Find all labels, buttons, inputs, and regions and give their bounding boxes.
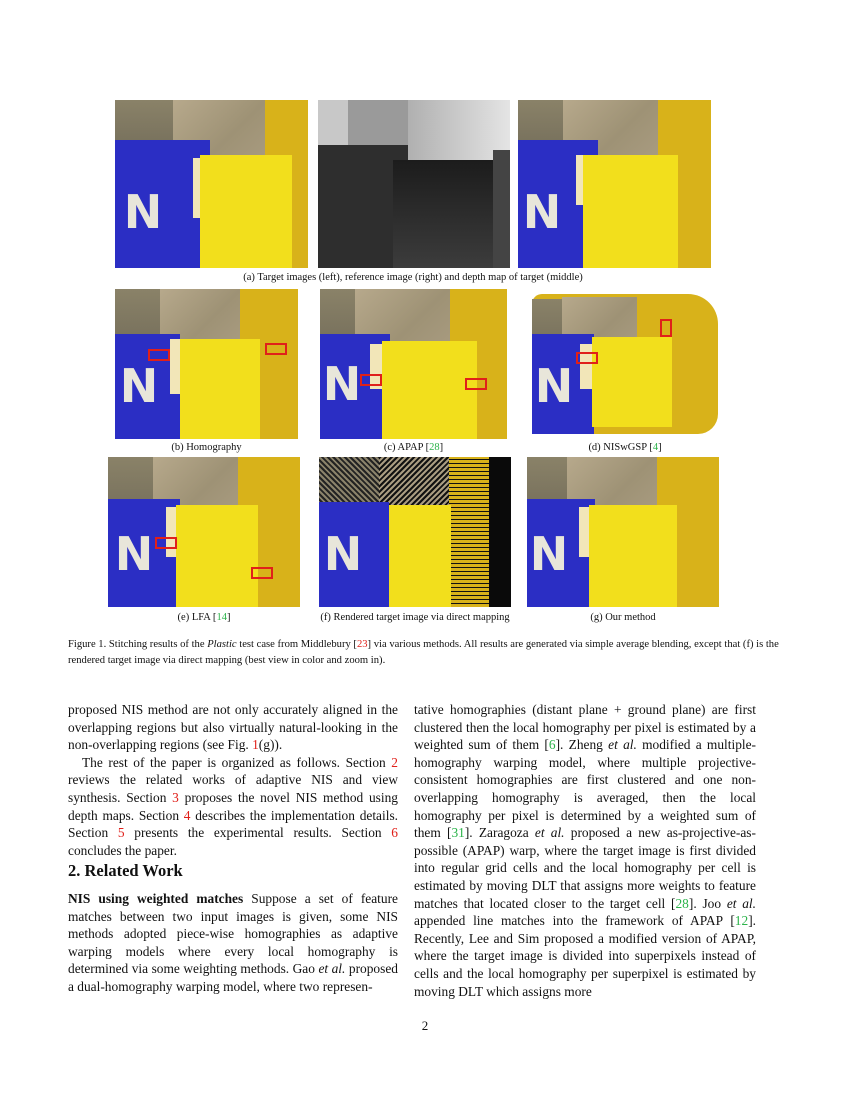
- image-lfa: N: [108, 457, 300, 607]
- section-heading: 2. Related Work: [68, 861, 183, 880]
- citation-link[interactable]: 23: [356, 639, 368, 650]
- paragraph: NIS using weighted matches Suppose a set of feature matches between two input images is given, some NIS methods adopted piece-wise homographies as adaptive warping models where every local homography is determined via some weighting methods. Gao et al. proposed a dual-homography warping model, where two represen-: [68, 891, 398, 994]
- image-rendered-target: N: [319, 457, 511, 607]
- section-link[interactable]: 6: [391, 825, 398, 841]
- section-link[interactable]: 5: [117, 825, 125, 841]
- arrow-icon: [265, 343, 287, 355]
- paragraph: proposed NIS method are not only accurately aligned in the overlapping regions but also virtually natural-looking in the non-overlapping regions (see Fig. 1(g)).: [68, 702, 398, 753]
- caption-d: (d) NISwGSP [4]: [588, 442, 662, 453]
- arrow-icon: [465, 378, 487, 390]
- left-column-cont: [68, 890, 398, 996]
- citation-link[interactable]: 1: [252, 737, 259, 753]
- section-link[interactable]: 4: [183, 807, 191, 823]
- left-column: [68, 701, 398, 859]
- image-reference: N: [518, 100, 711, 268]
- caption-a: (a) Target images (left), reference image (right) and depth map of target (middle): [243, 272, 583, 283]
- page-number: 2: [421, 1018, 429, 1033]
- caption-e: (e) LFA [14]: [177, 612, 231, 623]
- figure-caption: Figure 1. Stitching results of the Plastic test case from Middlebury [23] via various methods. All results are generated via simple average blending, except that (f) is the rendered target image via direct mapping (best view in color and zoom in).: [68, 639, 779, 666]
- arrow-icon: [148, 349, 170, 361]
- citation-link[interactable]: 6: [548, 737, 556, 753]
- caption-b: (b) Homography: [171, 442, 242, 453]
- image-our-method: N: [527, 457, 719, 607]
- image-apap: N: [320, 289, 507, 439]
- arrow-icon: [155, 537, 177, 549]
- caption-g: (g) Our method: [590, 612, 656, 623]
- section-link[interactable]: 2: [391, 754, 398, 770]
- arrow-icon: [251, 567, 273, 579]
- arrow-icon: [576, 352, 598, 364]
- right-column: [414, 701, 756, 1000]
- citation-link[interactable]: 14: [216, 612, 227, 623]
- paragraph: The rest of the paper is organized as follows. Section 2 reviews the related works of adaptive NIS and view synthesis. Section 3 proposes the novel NIS method using depth maps. Section 4 describes the implementation details. Section 5 presents the experimental results. Section 6 concludes the paper.: [68, 754, 399, 858]
- citation-link[interactable]: 12: [734, 913, 749, 929]
- image-homography: N: [115, 289, 298, 439]
- citation-link[interactable]: 4: [652, 442, 659, 453]
- caption-c: (c) APAP [28]: [383, 442, 444, 453]
- caption-f: (f) Rendered target image via direct mapping: [320, 612, 510, 623]
- image-target-a: N: [115, 100, 308, 268]
- citation-link[interactable]: 28: [429, 442, 440, 453]
- citation-link[interactable]: 28: [675, 895, 689, 911]
- arrow-icon: [360, 374, 382, 386]
- section-link[interactable]: 3: [172, 789, 179, 805]
- image-niswgsp: N: [532, 289, 718, 439]
- citation-link[interactable]: 31: [451, 825, 465, 841]
- image-depth-map: [318, 100, 510, 268]
- paragraph: tative homographies (distant plane + ground plane) are first clustered then the local homography per pixel is estimated by a weighted sum of them [6]. Zheng et al. modified a multiple-homography warping model, where multiple projective-consistent homographies are first clustered and one non-overlapping homography is averaged, then the local homography per pixel is determined by a weighted sum of them [31]. Zaragoza et al. proposed a new as-projective-as-possible (APAP) warp, where the target image is first divided into regular grid cells and the local homography per cell is estimated by moving DLT that assigns more weights to feature matches that located closer to the target cell [28]. Joo et al. appended line matches into the framework of APAP [12]. Recently, Lee and Sim proposed a modified version of APAP, where the target image is divided into superpixels instead of cells and the local homography per superpixel is estimated by moving DLT which assigns more: [414, 702, 757, 999]
- arrow-icon: [660, 319, 672, 337]
